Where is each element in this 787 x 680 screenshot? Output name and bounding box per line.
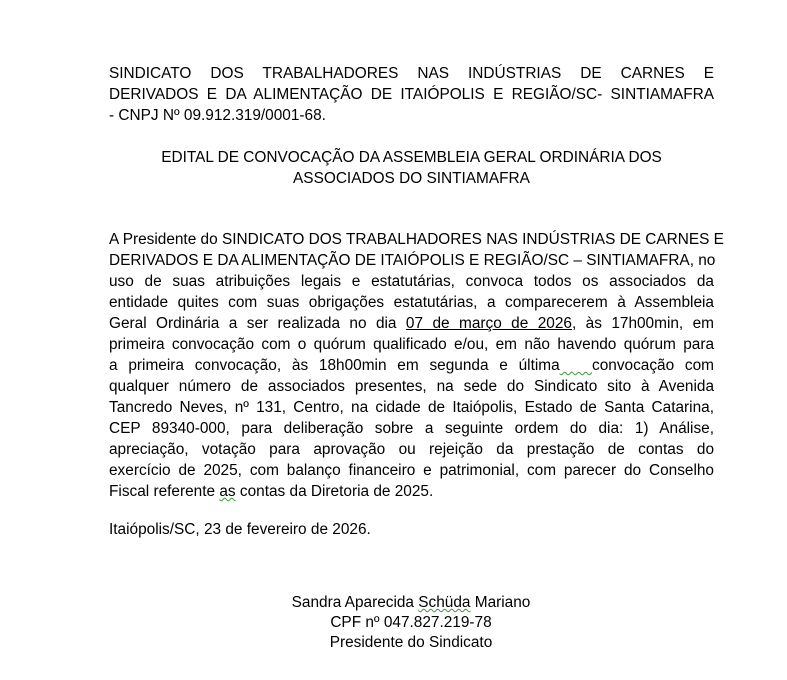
spellcheck-word: as [219, 483, 236, 500]
signer-name [211, 593, 611, 613]
title-line: EDITAL DE CONVOCAÇÃO DA ASSEMBLEIA GERAL ORDINÁRIA DOS [161, 149, 662, 166]
body-line [109, 313, 714, 334]
signer-role: Presidente do Sindicato [329, 634, 493, 651]
body-text: Fiscal referente [109, 483, 220, 500]
spellcheck-gap [560, 357, 592, 374]
body-line [109, 355, 714, 376]
body-text: , às 17h00min, em [571, 315, 714, 332]
body-text: a primeira convocação, às 18h00min em segunda e última [109, 357, 560, 374]
body-line: Tancredo Neves, nº 131, Centro, na cidade de Itaiópolis, Estado de Santa Catarina, [109, 399, 714, 416]
body-line: entidade quites com suas obrigações estatutárias, a comparecerem à Assembleia [109, 294, 714, 311]
body-line: primeira convocação com o quórum qualificado e/ou, em não havendo quórum para [109, 336, 714, 353]
body-line: CEP 89340-000, para deliberação sobre a seguinte ordem do dia: 1) Análise, [109, 420, 714, 437]
header-line: SINDICATO DOS TRABALHADORES NAS INDÚSTRIAS DE CARNES E [109, 65, 714, 82]
body-line: exercício de 2025, com balanço financeiro e patrimonial, com parecer do Conselho [109, 462, 714, 479]
body-line: DERIVADOS E DA ALIMENTAÇÃO DE ITAIÓPOLIS E REGIÃO/SC – SINTIAMAFRA, no [109, 252, 716, 269]
title-line: ASSOCIADOS DO SINTIAMAFRA [293, 170, 530, 187]
body-line: uso de suas atribuições legais e estatutárias, convoca todos os associados da [109, 273, 714, 290]
signer-name-part: Mariano [470, 594, 531, 611]
body-text: contas da Diretoria de 2025. [235, 483, 434, 500]
notice-title [109, 147, 714, 189]
signature-block [211, 593, 611, 653]
spellcheck-word: Schüda [418, 594, 471, 611]
header-line: - CNPJ Nº 09.912.319/0001-68. [109, 107, 326, 124]
notice-body [109, 229, 724, 502]
body-text: Geral Ordinária a ser realizada no dia [109, 315, 406, 332]
body-text: convocação com [592, 357, 714, 374]
body-line: apreciação, votação para aprovação ou rejeição da prestação de contas do [109, 441, 714, 458]
signer-name-part: Sandra Aparecida [291, 594, 419, 611]
place-date: Itaiópolis/SC, 23 de fevereiro de 2026. [109, 521, 371, 538]
body-line [109, 481, 714, 502]
union-header [109, 63, 714, 126]
header-line: DERIVADOS E DA ALIMENTAÇÃO DE ITAIÓPOLIS E REGIÃO/SC- SINTIAMAFRA [109, 86, 714, 103]
body-line: qualquer número de associados presentes, na sede do Sindicato sito à Avenida [109, 378, 714, 395]
body-line: A Presidente do SINDICATO DOS TRABALHADORES NAS INDÚSTRIAS DE CARNES E [109, 231, 724, 248]
meeting-date: 07 de março de 2026 [405, 315, 572, 332]
signer-cpf: CPF nº 047.827.219-78 [330, 614, 492, 631]
